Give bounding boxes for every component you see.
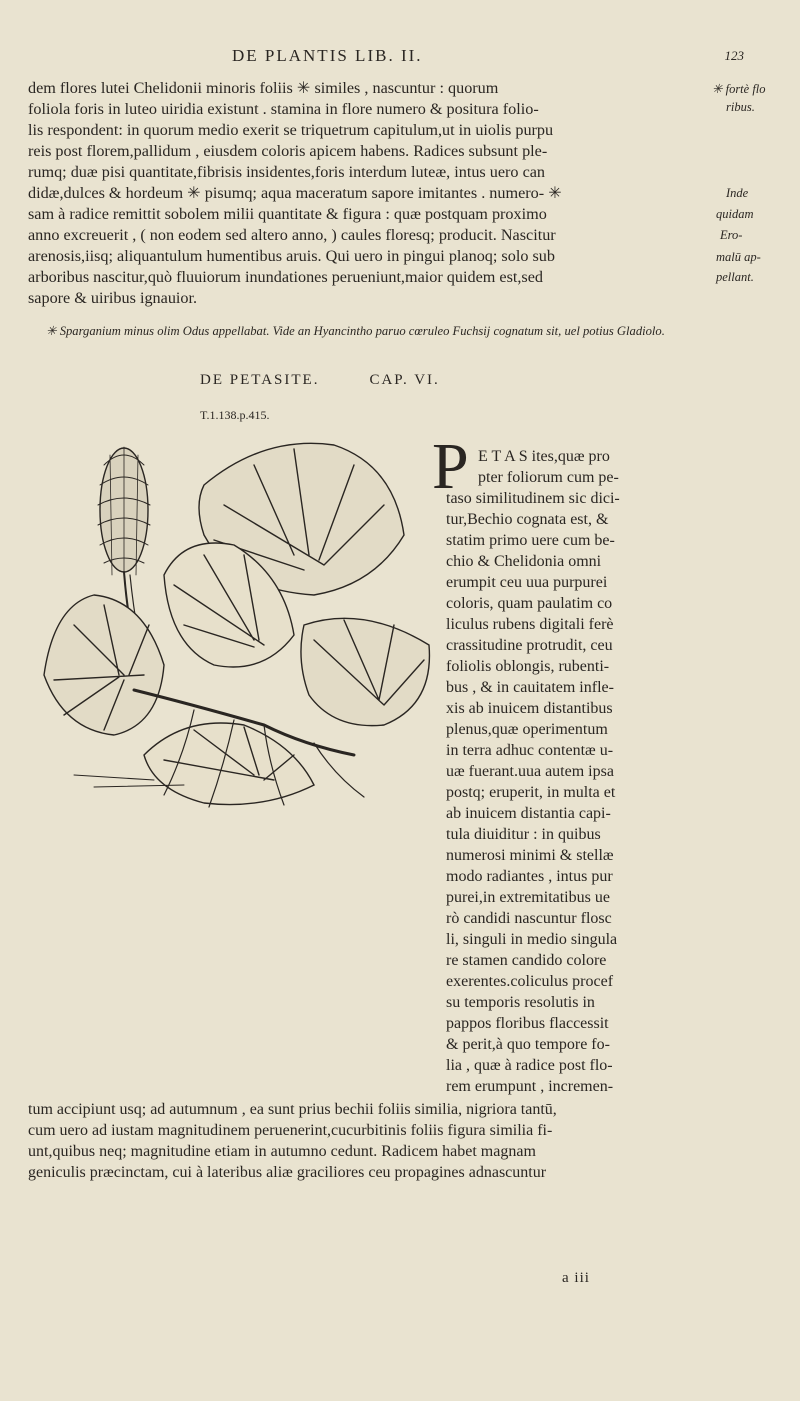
chapter-number: CAP. VI. [369,372,440,388]
text-line: arboribus nascitur,quò fluuiorum inundationes perueniunt,maior quidem est,sed [28,268,543,286]
footnote: ✳ Sparganium minus olim Odus appellabat. Vide an Hyancintho paruo cœruleo Fuchsij cognatum sit, uel potius Gladiolo. [46,324,665,338]
margin-note: ✳ fortè flo [712,82,766,96]
column-line: xis ab inuicem distantibus [446,700,613,717]
column-line: postq; eruperit, in multa et [446,784,616,801]
margin-note: pellant. [716,270,754,284]
column-line: re stamen candido colore [446,952,607,969]
column-line: taso similitudinem sic dici- [446,490,620,507]
drop-capital: P [432,430,469,503]
text-line: dem flores lutei Chelidonii minoris foliis ✳ similes , nascuntur : quorum [28,79,499,97]
column-line: lia , quæ à radice post flo- [446,1057,613,1074]
page-number: 123 [724,48,744,63]
signature-mark: a iii [562,1270,590,1286]
text-line: cum uero ad iustam magnitudinem peruenerint,cucurbitinis foliis figura similia fi- [28,1122,553,1139]
margin-note: Ero- [720,228,743,242]
text-line: geniculis præcinctam, cui à lateribus aliæ graciliores ceu propagines adnascuntur [28,1164,547,1181]
column-line: statim primo uere cum be- [446,532,615,549]
margin-note: ribus. [726,100,755,114]
left-leaf-icon [44,595,164,735]
column-line: bus , & in cauitatem infle- [446,679,614,696]
text-line: reis post florem,pallidum , eiusdem coloris apicem habens. Radices subsunt ple- [28,142,548,160]
margin-note: Inde [726,186,749,200]
column-line: coloris, quam paulatim co [446,595,613,612]
column-line: in terra adhuc contentæ u- [446,742,614,759]
text-line: arenosis,iisq; aliquantulum humentibus aruis. Qui uero in pingui planoq; solo sub [28,247,555,265]
reference-note: T.1.138.p.415. [200,408,270,422]
text-line: anno excreuerit , ( non eodem sed altero anno, ) caules floresq; producit. Nascitur [28,226,556,244]
column-line: rò candidi nascuntur flosc [446,910,612,927]
right-leaf-icon [301,618,430,725]
column-line: tula diuiditur : in quibus [446,826,601,843]
text-line: sam à radice remittit sobolem milii quantitate & figura : quæ postquam proximo [28,205,547,223]
chapter-title: DE PETASITE. [200,372,320,388]
running-title: DE PLANTIS LIB. II. [232,46,423,65]
margin-note: quidam [716,207,754,221]
text-line: didæ,dulces & hordeum ✳ pisumq; aqua maceratum sapore imitantes . numero- ✳ [28,184,562,202]
text-line: foliola foris in luteo uiridia existunt . stamina in flore numero & positura folio- [28,100,539,118]
column-line: numerosi minimi & stellæ [446,847,614,864]
column-line: foliolis oblongis, rubenti- [446,658,610,675]
column-line: purei,in extremitatibus ue [446,889,610,906]
column-line: su temporis resolutis in [446,994,595,1011]
text-line: lis respondent: in quorum medio exerit se triquetrum capitulum,ut in uiolis purpu [28,121,554,139]
column-line: li, singuli in medio singula [446,931,618,948]
petasites-woodcut-illustration [34,425,444,810]
text-line: tum accipiunt usq; ad autumnum , ea sunt prius bechii foliis similia, nigriora tantū, [28,1101,557,1118]
flower-head-icon [98,447,150,577]
column-line: liculus rubens digitali ferè [446,616,614,633]
column-line: plenus,quæ operimentum [446,721,608,738]
column-line: ab inuicem distantia capi- [446,805,611,822]
column-line: tur,Bechio cognata est, & [446,511,609,528]
column-line: chio & Chelidonia omni [446,553,602,570]
text-line: sapore & uiribus ignauior. [28,289,198,307]
column-line: pter foliorum cum pe- [478,469,619,486]
column-line: modo radiantes , intus pur [446,868,613,885]
text-line: unt,quibus neq; magnitudine etiam in autumno cedunt. Radicem habet magnam [28,1143,536,1160]
column-line: crassitudine protrudit, ceu [446,637,613,654]
column-line: pappos floribus flaccessit [446,1015,609,1032]
margin-note: malū ap- [716,250,761,264]
column-line: erumpit ceu uua purpurei [446,574,608,591]
column-line: exerentes.coliculus procef [446,973,614,990]
text-line: rumq; duæ pisi quantitate,fibrisis insidentes,foris interdum luteæ, intus uero can [28,163,546,181]
chapter-heading [200,372,440,389]
running-head [0,46,800,70]
column-line: rem erumpunt , incremen- [446,1078,614,1095]
column-line: uæ fuerant.uua autem ipsa [446,763,614,780]
column-line: & perit,à quo tempore fo- [446,1036,610,1053]
column-line: E T A S ites,quæ pro [478,448,610,465]
